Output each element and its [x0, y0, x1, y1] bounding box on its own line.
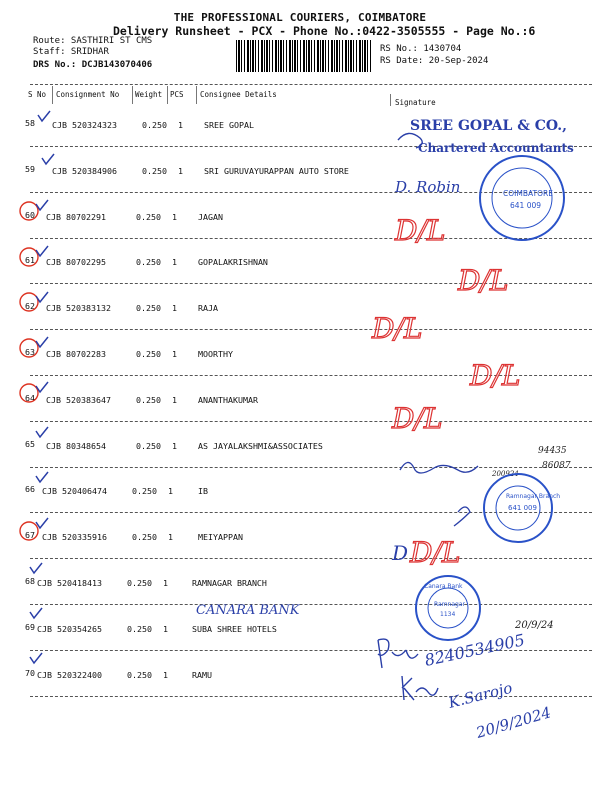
row-pcs: 1 — [172, 349, 177, 359]
row-weight: 0.250 — [127, 624, 152, 634]
row-pcs: 1 — [163, 624, 168, 634]
handwritten-phone-a: 94435 — [538, 446, 567, 456]
row-weight: 0.250 — [136, 212, 161, 222]
signature-scribble — [400, 462, 478, 473]
row-serial-number: 68 — [25, 576, 35, 586]
red-circle-mark — [20, 339, 38, 357]
row-pcs: 1 — [172, 303, 177, 313]
drs-number: DRS No.: DCJB143070406 — [33, 60, 153, 70]
col-header-weight: Weight — [135, 90, 163, 99]
tick-mark — [38, 111, 50, 121]
row-weight: 0.250 — [136, 349, 161, 359]
row-serial-number: 58 — [25, 118, 35, 128]
row-serial-number: 63 — [25, 347, 35, 357]
tick-mark — [30, 653, 42, 663]
row-weight: 0.250 — [136, 441, 161, 451]
row-serial-number: 67 — [25, 530, 35, 540]
row-consignee: MEIYAPPAN — [198, 532, 243, 542]
tick-mark — [36, 427, 48, 437]
ca-stamp-line1: SREE GOPAL & CO., — [410, 118, 567, 134]
row-consignment-number: CJB 80702283 — [46, 349, 106, 359]
row-pcs: 1 — [172, 257, 177, 267]
row-consignment-number: CJB 520383647 — [46, 395, 111, 405]
row-pcs: 1 — [168, 486, 173, 496]
tick-mark — [30, 608, 42, 618]
row-consignment-number: CJB 520383132 — [46, 303, 111, 313]
row-consignee: AS JAYALAKSHMI&ASSOCIATES — [198, 441, 323, 451]
rs-date: RS Date: 20-Sep-2024 — [380, 56, 489, 66]
red-circle-mark — [20, 293, 38, 311]
row-consignment-number: CJB 520418413 — [37, 578, 102, 588]
route-label: Route: SASTHIRI ST CMS — [33, 36, 153, 46]
col-header-pcs: PCS — [170, 90, 184, 99]
row-consignee: IB — [198, 486, 208, 496]
red-dl-mark: D/L — [470, 359, 521, 392]
row-pcs: 1 — [163, 578, 168, 588]
row-weight: 0.250 — [132, 532, 157, 542]
staff-label: Staff: SRIDHAR — [33, 47, 109, 57]
row-pcs: 1 — [168, 532, 173, 542]
row-weight: 0.250 — [136, 257, 161, 267]
row-consignment-number: CJB 80702291 — [46, 212, 106, 222]
handwritten-name: K.Sarojo — [446, 678, 515, 712]
row-serial-number: 61 — [25, 255, 35, 265]
col-header-sno: S No — [28, 90, 47, 99]
red-circle-mark — [20, 248, 38, 266]
row-consignee: SREE GOPAL — [204, 120, 254, 130]
row-serial-number: 62 — [25, 301, 35, 311]
row-consignee: MOORTHY — [198, 349, 233, 359]
row-serial-number: 70 — [25, 668, 35, 678]
signature-scribble — [454, 507, 470, 526]
bank-branch-stamp — [484, 474, 560, 542]
row-serial-number: 69 — [25, 622, 35, 632]
canara-stamp-branch: Ramnagar — [434, 601, 465, 608]
ca-stamp-line2: Chartered Accountants — [418, 141, 574, 155]
red-dl-mark: D/L — [410, 536, 461, 569]
signature-scribble — [378, 639, 418, 668]
red-circle-mark — [20, 202, 38, 220]
red-dl-mark: D/L — [395, 214, 446, 247]
row-consignee: RAMU — [192, 670, 212, 680]
row-serial-number: 66 — [25, 484, 35, 494]
row-pcs: 1 — [172, 395, 177, 405]
bank-stamp-branch: Ramnagar Branch — [506, 493, 561, 500]
row-consignee: SUBA SHREE HOTELS — [192, 624, 277, 634]
row-weight: 0.250 — [136, 395, 161, 405]
row-pcs: 1 — [178, 166, 183, 176]
row-weight: 0.250 — [136, 303, 161, 313]
tick-mark — [30, 563, 42, 573]
row-pcs: 1 — [163, 670, 168, 680]
tick-mark — [36, 472, 48, 482]
tick-mark — [36, 518, 48, 528]
red-dl-mark: D/L — [458, 264, 509, 297]
rs-number: RS No.: 1430704 — [380, 44, 462, 54]
row-consignment-number: CJB 520324323 — [52, 120, 117, 130]
row-consignee: RAMNAGAR BRANCH — [192, 578, 267, 588]
col-header-consignment: Consignment No — [56, 90, 120, 99]
auto-store-stamp — [480, 156, 564, 240]
row-consignment-number: CJB 520406474 — [42, 486, 107, 496]
row-consignment-number: CJB 520335916 — [42, 532, 107, 542]
handwritten-phone-b: 86087 — [542, 461, 571, 471]
handwritten-d: D — [392, 541, 409, 565]
handwritten-date: 200924 — [492, 470, 519, 478]
col-header-signature: Signature — [395, 98, 436, 107]
canara-stamp-name: Canara Bank — [424, 583, 463, 590]
red-dl-mark: D/L — [392, 402, 443, 435]
row-consignment-number: CJB 520322400 — [37, 670, 102, 680]
document-subtitle: Delivery Runsheet - PCX - Phone No.:0422-3505555 - Page No.:6 — [113, 24, 536, 38]
row-serial-number: 59 — [25, 164, 35, 174]
row-serial-number: 65 — [25, 439, 35, 449]
auto-stamp-city: COIMBATORE — [503, 189, 553, 198]
row-pcs: 1 — [172, 212, 177, 222]
row-weight: 0.250 — [127, 578, 152, 588]
handwritten-date: 20/9/2024 — [474, 703, 554, 742]
row-weight: 0.250 — [142, 166, 167, 176]
red-circle-mark — [20, 522, 38, 540]
document-title: THE PROFESSIONAL COURIERS, COIMBATORE — [173, 11, 427, 24]
handwritten-canara: CANARA BANK — [196, 603, 300, 618]
handwritten-d-robin: D. Robin — [395, 178, 461, 196]
row-consignment-number: CJB 80702295 — [46, 257, 106, 267]
row-weight: 0.250 — [132, 486, 157, 496]
row-consignee: JAGAN — [198, 212, 223, 222]
col-header-consignee: Consignee Details — [200, 90, 277, 99]
row-consignee: RAJA — [198, 303, 218, 313]
handwritten-date: 20/9/24 — [515, 620, 554, 631]
red-dl-mark: D/L — [372, 312, 423, 345]
row-weight: 0.250 — [127, 670, 152, 680]
row-serial-number: 64 — [25, 393, 35, 403]
ca-stamp — [410, 118, 574, 155]
signature-scribble — [402, 676, 438, 700]
row-pcs: 1 — [178, 120, 183, 130]
bank-stamp-pin: 641 009 — [508, 504, 537, 512]
row-pcs: 1 — [172, 441, 177, 451]
handwritten-number: 8240534905 — [422, 630, 527, 670]
auto-stamp-pin: 641 009 — [510, 201, 542, 210]
canara-bank-stamp — [416, 576, 480, 640]
row-serial-number: 60 — [25, 210, 35, 220]
row-consignment-number: CJB 520354265 — [37, 624, 102, 634]
row-weight: 0.250 — [142, 120, 167, 130]
row-consignee: GOPALAKRISHNAN — [198, 257, 268, 267]
canara-stamp-code: 1134 — [440, 611, 456, 618]
red-circle-mark — [20, 384, 38, 402]
row-consignment-number: CJB 520384906 — [52, 166, 117, 176]
row-consignment-number: CJB 80348654 — [46, 441, 106, 451]
row-consignee: ANANTHAKUMAR — [198, 395, 258, 405]
row-consignee: SRI GURUVAYURAPPAN AUTO STORE — [204, 166, 349, 176]
tick-mark — [42, 154, 54, 164]
